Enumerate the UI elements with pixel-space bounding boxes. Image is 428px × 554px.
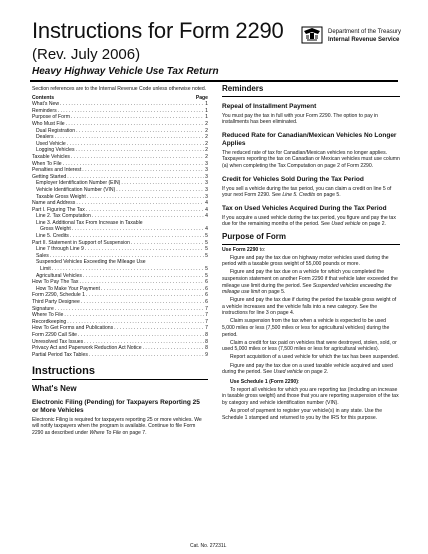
toc-leader-dots — [76, 200, 204, 207]
toc-entry-page: 3 — [205, 173, 208, 180]
revision-date: (Rev. July 2006) — [32, 46, 141, 63]
toc-leader-dots — [70, 233, 204, 240]
toc-entry — [32, 312, 208, 319]
header-rule — [30, 80, 398, 82]
toc-entry-label: Taxable Gross Weight — [36, 193, 86, 200]
purpose-item-7 — [222, 363, 400, 376]
use-schedule-to: : — [297, 378, 300, 385]
toc-entry-label: How To Make Your Payment — [36, 285, 100, 292]
toc-entry-label: How To Get Forms and Publications — [32, 325, 114, 332]
toc-entry-page: 9 — [205, 351, 208, 358]
toc-entry-label: Employer Identification Number (EIN) — [36, 180, 121, 187]
toc-entry-page: 6 — [205, 285, 208, 292]
efile-text-b: on page 7. — [121, 429, 147, 436]
toc-entry — [32, 167, 208, 174]
credit-text-b: on page 5. — [315, 192, 341, 199]
toc-heading: Contents — [32, 94, 55, 101]
toc-leader-dots — [76, 128, 204, 135]
toc-entry — [32, 200, 208, 207]
toc-entry-label: Suspended Vehicles Exceeding the Mileage Use — [36, 259, 146, 266]
toc-entry-page: 6 — [205, 292, 208, 299]
toc-leader-dots — [64, 312, 204, 319]
toc-entry-label: Name and Address — [32, 200, 76, 207]
toc-entry — [32, 154, 208, 161]
toc-entry-label: Recordkeeping — [32, 318, 67, 325]
toc-entry-page: 1 — [205, 107, 208, 114]
toc-entry — [32, 306, 208, 313]
toc-entry — [32, 220, 208, 227]
toc-entry-page: 7 — [205, 325, 208, 332]
instructions-heading: Instructions — [32, 365, 95, 378]
toc-entry-page: 4 — [205, 226, 208, 233]
used-ref: Used vehicle — [331, 221, 361, 228]
toc-entry — [32, 194, 208, 201]
toc-entry — [32, 319, 208, 326]
used-vehicles-heading: Tax on Used Vehicles Acquired During the Tax Period — [222, 204, 387, 212]
toc-leader-dots — [143, 345, 205, 352]
repeal-text: You must pay the tax in full with your Form 2290. The option to pay in installments has been eliminated. — [222, 112, 379, 126]
toc-entry — [32, 174, 208, 181]
efile-text-a: Electronic Filing is required for taxpayers reporting 25 or more vehicles. We will notify taxpayers when the program is available. Continue to file Form 2290 as described under — [32, 416, 202, 436]
toc-entry-page: 2 — [205, 140, 208, 147]
repeal-heading: Repeal of Installment Payment — [222, 102, 317, 110]
toc-entry — [32, 226, 208, 233]
toc-entry-page: 5 — [205, 252, 208, 259]
used-vehicles-text — [222, 215, 400, 228]
toc-entry — [32, 213, 208, 220]
page-title: Instructions for Form 2290 — [32, 18, 284, 43]
toc-entry — [32, 246, 208, 253]
credit-heading: Credit for Vehicles Sold During the Tax Period — [222, 175, 364, 183]
toc-entry — [32, 128, 208, 135]
toc-entry — [32, 332, 208, 339]
toc-entry-label: Agricultural Vehicles — [36, 272, 82, 279]
toc-leader-dots — [55, 306, 204, 313]
toc-leader-dots — [89, 352, 204, 359]
toc-entry-page: 5 — [205, 239, 208, 246]
toc-entry-page: 3 — [205, 167, 208, 174]
agency-name — [328, 28, 401, 44]
schedule-item-2: As proof of payment to register your vehicle(s) in any state. Use the Schedule 1 stamped and returned to you by the IRS for this purpose. — [222, 408, 383, 421]
toc-entry — [32, 134, 208, 141]
toc-entry-label: Line 7 through Line 9 — [36, 246, 84, 253]
agency-department: Department of the Treasury — [328, 29, 402, 35]
credit-ref: Line 5. Credits — [282, 192, 316, 199]
toc-entry-page: 5 — [205, 266, 208, 273]
toc-entry — [32, 147, 208, 154]
toc-entry — [32, 259, 208, 266]
agency-service: Internal Revenue Service — [328, 37, 400, 43]
toc-entry — [32, 121, 208, 128]
toc-entry-label: Dealers — [36, 134, 54, 141]
used-text-a: If you acquire a used vehicle during the tax period, you figure and pay the tax due for the remaining months of the period. See — [222, 214, 396, 228]
toc-entry-label: Line 5. Credits — [36, 233, 69, 240]
toc-entry-page: 1 — [205, 114, 208, 121]
toc-entry-label: How To Pay The Tax — [32, 279, 79, 286]
toc-entry — [32, 345, 208, 352]
toc-entry-page: 1 — [205, 101, 208, 108]
toc-entry — [32, 339, 208, 346]
toc-leader-dots — [71, 154, 204, 161]
toc-entry-label: Sales — [36, 252, 49, 259]
toc-entry-page: 3 — [205, 186, 208, 193]
toc-entry-label: Logging Vehicles — [36, 147, 75, 154]
reminders-rule — [222, 96, 400, 97]
toc-entry — [32, 352, 208, 359]
toc-entry-label: Limit — [40, 266, 51, 273]
toc-entry-page: 4 — [205, 200, 208, 207]
toc-entry-label: Signature — [32, 305, 54, 312]
toc-leader-dots — [92, 213, 204, 220]
toc-entry-page: 5 — [205, 272, 208, 279]
toc-entry-label: Who Must File — [32, 120, 65, 127]
toc-entry — [32, 279, 208, 286]
toc-entry-page: 8 — [205, 331, 208, 338]
toc-entry — [32, 114, 208, 121]
purpose-rule — [222, 244, 400, 245]
toc-entry-label: Unresolved Tax Issues — [32, 338, 84, 345]
credit-text-a: If you sell a vehicle during the tax period, you can claim a credit on line 5 of your next Form 2290. See — [222, 185, 392, 199]
purpose-2b: on page 5. — [259, 289, 286, 296]
intro-note: Section references are to the Internal Revenue Code unless otherwise noted. — [32, 86, 207, 92]
toc-entry-page: 7 — [205, 318, 208, 325]
toc-entry — [32, 233, 208, 240]
toc-entry — [32, 141, 208, 148]
toc-page-heading: Page — [195, 94, 208, 101]
toc-entry-label: Penalties and Interest — [32, 167, 82, 174]
form-subtitle: Heavy Highway Vehicle Use Tax Return — [32, 66, 219, 77]
use-schedule-line — [222, 379, 400, 386]
toc-leader-dots — [50, 253, 204, 260]
toc-leader-dots — [114, 325, 204, 332]
toc-leader-dots — [72, 226, 204, 233]
section-rule — [32, 379, 208, 380]
purpose-heading: Purpose of Form — [222, 231, 287, 241]
toc-leader-dots — [66, 121, 205, 128]
toc-entry-page: 4 — [205, 206, 208, 213]
toc-leader-dots — [83, 273, 204, 280]
toc-entry-label: Partial Period Tax Tables — [32, 351, 88, 358]
catalog-number: Cat. No. 27231L — [190, 543, 227, 549]
toc-entry-label: Part I. Figuring The Tax — [32, 206, 85, 213]
toc-entry-label: Part II. Statement in Support of Suspension — [32, 239, 130, 246]
use-form-label: Use Form 2290 — [222, 246, 259, 253]
purpose-item-1: Figure and pay the tax due on highway motor vehicles used during the period with a taxable gross weight of 55,000 pounds or more. — [222, 254, 389, 268]
purpose-7b: on page 2. — [302, 369, 329, 376]
right-column — [222, 86, 400, 423]
efile-text — [32, 417, 208, 437]
toc-entry — [32, 108, 208, 115]
toc-entry-label: Getting Started — [32, 173, 67, 180]
purpose-2a: Figure and pay the tax due on a vehicle for which you completed the suspension statement on another Form 2290 if that vehicle later exceeded the mileage use limit during the period. See — [222, 269, 398, 289]
toc-leader-dots — [85, 246, 204, 253]
toc-leader-dots — [58, 108, 205, 115]
toc-leader-dots — [101, 286, 204, 293]
toc-entry-page: 8 — [205, 345, 208, 352]
toc-leader-dots — [67, 174, 204, 181]
toc-entry-label: Vehicle Identification Number (VIN) — [36, 186, 116, 193]
efile-heading: Electronic Filing (Pending) for Taxpayers Reporting 25 or More Vehicles — [32, 398, 200, 414]
toc-entry-page: 2 — [205, 134, 208, 141]
toc-entry — [32, 266, 208, 273]
toc-entry-page: 4 — [205, 213, 208, 220]
toc-leader-dots — [67, 319, 204, 326]
purpose-item-6: Report acquisition of a used vehicle for which the tax has been suspended. — [230, 354, 400, 361]
toc-entry-page: 2 — [205, 127, 208, 134]
toc-leader-dots — [116, 187, 204, 194]
toc-entry-label: Form 2290, Schedule 1 — [32, 292, 85, 299]
toc-entry — [32, 187, 208, 194]
toc-entry-page: 8 — [205, 338, 208, 345]
toc-leader-dots — [67, 141, 204, 148]
toc-entry — [32, 207, 208, 214]
toc-leader-dots — [60, 101, 204, 108]
purpose-2-ref: Suspended vehicles exceeding the mileage use limit — [222, 282, 392, 296]
toc-entry-label: Line 2. Tax Computation — [36, 213, 91, 220]
toc-entry-page: 3 — [205, 160, 208, 167]
used-text-b: on page 2. — [360, 221, 386, 228]
toc-entry-label: Reminders — [32, 107, 57, 114]
purpose-item-3: Figure and pay the tax due if during the period the taxable gross weight of a vehicle increases and the vehicle falls into a new category. See the instructions for line 3 on page 4. — [222, 297, 397, 317]
toc-entry-page: 3 — [205, 193, 208, 200]
toc-entry-label: Used Vehicle — [36, 140, 66, 147]
toc-entry-label: Where To File — [32, 312, 64, 319]
reminders-heading: Reminders — [222, 84, 264, 93]
toc-leader-dots — [84, 339, 204, 346]
reduced-rate-text: The reduced rate of tax for Canadian/Mexican vehicles no longer applies. Taxpayers reporting the tax on Canadian or Mexican vehicles must use column (a) when completing the Tax Computation on page 2 of Form 2290. — [222, 149, 400, 169]
purpose-7a: Figure and pay the tax due on a used taxable vehicle acquired and used during the period. See — [222, 362, 393, 376]
toc-leader-dots — [52, 266, 204, 273]
efile-ref: Where To File — [89, 429, 122, 436]
toc-entry-page: 2 — [205, 120, 208, 127]
credit-text — [222, 186, 400, 199]
toc-leader-dots — [71, 114, 204, 121]
toc-entry-label: Privacy Act and Paperwork Reduction Act Notice — [32, 345, 142, 352]
toc-leader-dots — [121, 180, 204, 187]
toc-leader-dots — [76, 147, 205, 154]
toc-entry-page: 6 — [205, 279, 208, 286]
toc-leader-dots — [63, 161, 205, 168]
toc-entry — [32, 240, 208, 247]
use-schedule-label: Use Schedule 1 (Form 2290) — [230, 378, 298, 385]
toc-leader-dots — [55, 134, 205, 141]
toc-entry-page: 5 — [205, 246, 208, 253]
purpose-item-2 — [222, 269, 400, 295]
toc-entry-label: What's New — [32, 101, 60, 108]
schedule-item-1: To report all vehicles for which you are reporting tax (including an increase in taxable gross weight) and those that you are reporting suspension of the tax by category and vehicle identification number (VIN). — [222, 386, 399, 406]
toc-leader-dots — [86, 292, 204, 299]
toc-header — [32, 95, 208, 102]
toc-entry-label: When To File — [32, 160, 62, 167]
toc-entry — [32, 253, 208, 260]
toc-leader-dots — [131, 240, 204, 247]
toc-entry — [32, 161, 208, 168]
left-column — [32, 86, 208, 438]
toc-entry — [32, 180, 208, 187]
toc-entry-page: 2 — [205, 153, 208, 160]
toc-entry-label: Form 2290 Call Site — [32, 331, 78, 338]
use-form-line — [222, 247, 400, 254]
toc-leader-dots — [79, 279, 204, 286]
toc-entry-page: 6 — [205, 299, 208, 305]
toc-leader-dots — [81, 299, 204, 306]
use-form-to: to: — [258, 246, 266, 253]
toc-entry-label: Gross Weight — [40, 226, 71, 233]
toc-entry-label: Dual Registration — [36, 127, 76, 134]
toc-entry-label: Third Party Designee — [32, 299, 80, 305]
toc-entry-page: 7 — [205, 305, 208, 312]
purpose-7-ref: Used vehicle — [273, 369, 303, 376]
toc-entry — [32, 286, 208, 293]
toc-entry-page: 3 — [205, 180, 208, 187]
toc-entry — [32, 299, 208, 306]
toc-entry — [32, 325, 208, 332]
toc-entry — [32, 292, 208, 299]
toc-leader-dots — [86, 207, 204, 214]
toc-leader-dots — [78, 332, 204, 339]
toc-entry — [32, 273, 208, 280]
toc-leader-dots — [87, 194, 204, 201]
toc-entry-label: Line 3. Additional Tax From Increase in Taxable — [36, 219, 143, 226]
toc-entry-page: 7 — [205, 312, 208, 319]
toc-entry-label: Purpose of Form — [32, 114, 70, 121]
toc-entry-page: 2 — [205, 147, 208, 154]
toc-entry-page: 5 — [205, 233, 208, 240]
irs-eagle-logo-icon — [301, 25, 323, 45]
toc-leader-dots — [82, 167, 204, 174]
purpose-item-4: Claim suspension from the tax when a vehicle is expected to be used 5,000 miles or less (7,500 miles or less for agricultural vehicles) during the period. — [222, 318, 390, 338]
toc-entry-label: Taxable Vehicles — [32, 153, 70, 160]
whats-new-heading: What's New — [32, 383, 77, 393]
toc-entry — [32, 101, 208, 108]
table-of-contents — [32, 101, 208, 358]
reduced-rate-heading: Reduced Rate for Canadian/Mexican Vehicles No Longer Applies — [222, 131, 397, 147]
purpose-item-5: Claim a credit for tax paid on vehicles that were destroyed, stolen, sold, or used 5,000 miles or less (7,500 miles or less for agricultural vehicles). — [222, 339, 397, 353]
